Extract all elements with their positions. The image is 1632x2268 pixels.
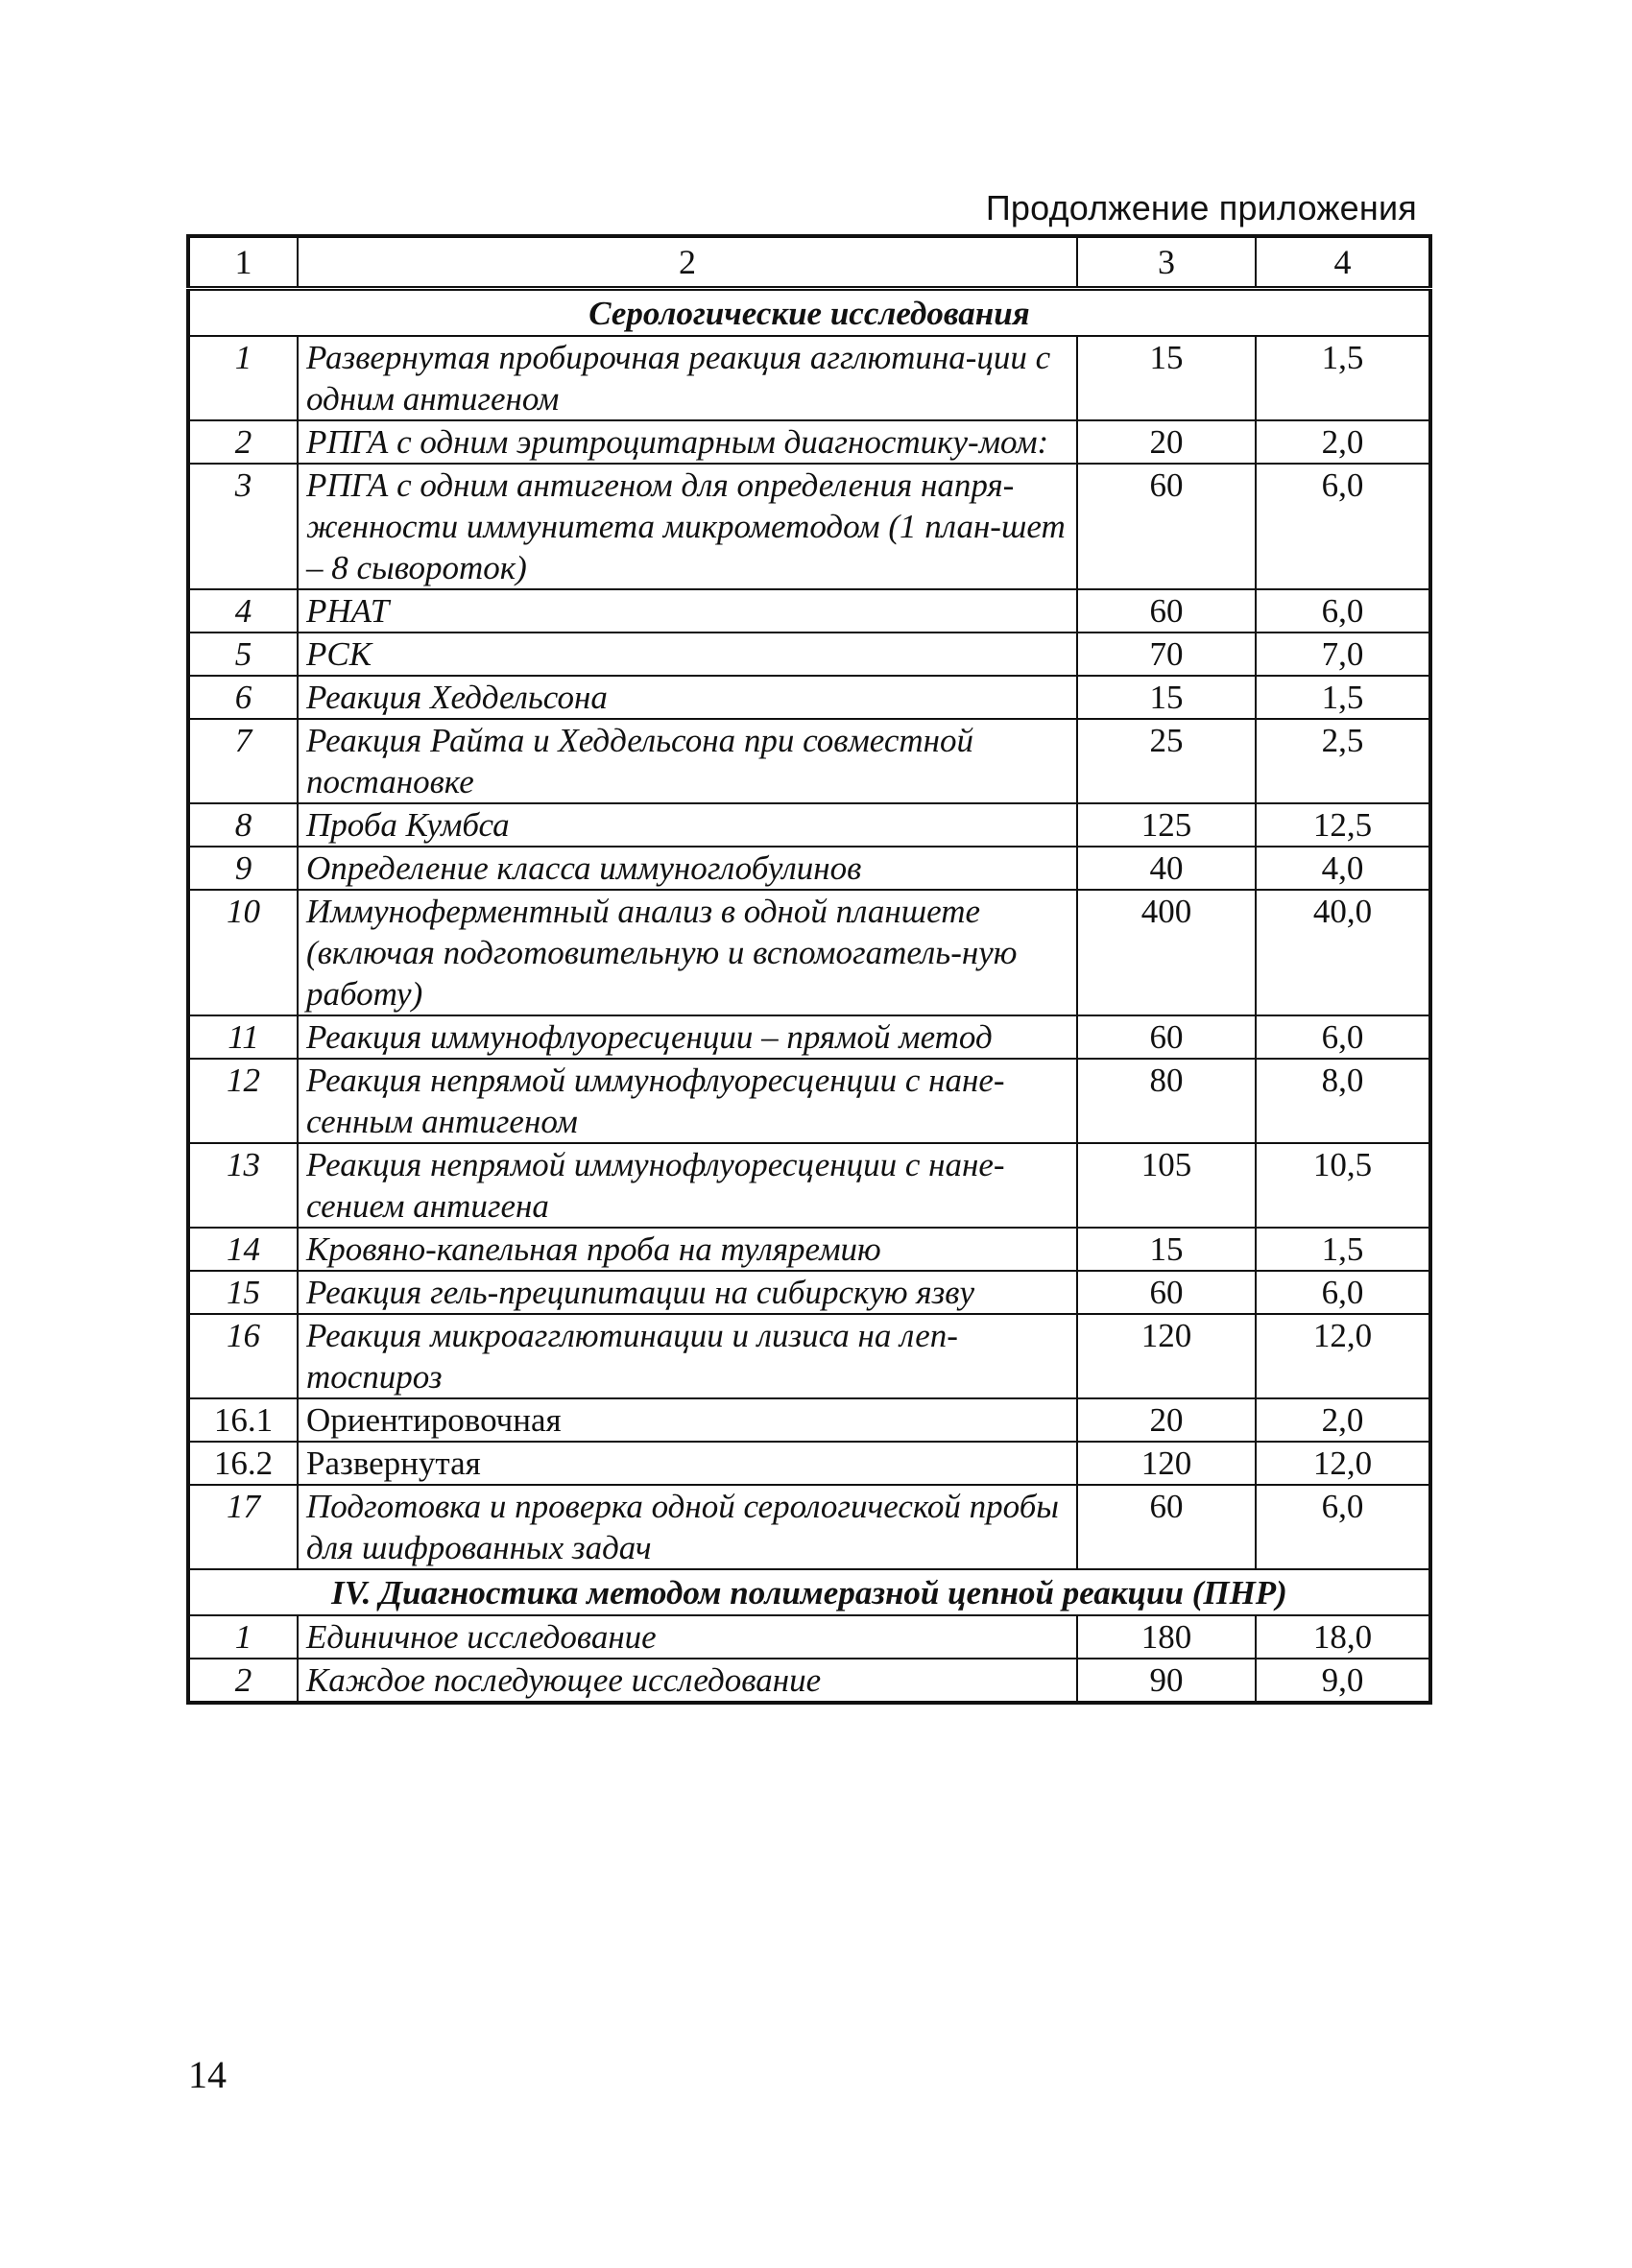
row-description: Развернутая xyxy=(298,1442,1077,1485)
row-description: Реакция непрямой иммунофлуоресценции с нане-сенным антигеном xyxy=(298,1059,1077,1143)
row-value-col3: 60 xyxy=(1077,1015,1256,1059)
row-value-col3: 60 xyxy=(1077,589,1256,633)
row-number: 3 xyxy=(188,464,298,589)
row-value-col3: 70 xyxy=(1077,633,1256,676)
row-number: 12 xyxy=(188,1059,298,1143)
row-value-col4: 6,0 xyxy=(1256,1271,1430,1314)
column-header: 2 xyxy=(298,236,1077,289)
row-number: 16 xyxy=(188,1314,298,1398)
page-number: 14 xyxy=(188,2053,227,2096)
row-number: 9 xyxy=(188,847,298,890)
row-value-col4: 40,0 xyxy=(1256,890,1430,1015)
row-number: 6 xyxy=(188,676,298,719)
row-value-col4: 4,0 xyxy=(1256,847,1430,890)
row-value-col4: 12,5 xyxy=(1256,803,1430,847)
row-value-col4: 6,0 xyxy=(1256,1485,1430,1569)
row-number: 17 xyxy=(188,1485,298,1569)
table-row xyxy=(188,589,1430,633)
row-number: 2 xyxy=(188,420,298,464)
row-description: РНАТ xyxy=(298,589,1077,633)
row-value-col4: 10,5 xyxy=(1256,1143,1430,1228)
column-header-row xyxy=(188,236,1430,289)
table-row xyxy=(188,633,1430,676)
row-value-col3: 60 xyxy=(1077,1271,1256,1314)
table-row xyxy=(188,1659,1430,1703)
row-value-col3: 25 xyxy=(1077,719,1256,803)
row-value-col4: 6,0 xyxy=(1256,464,1430,589)
row-description: Каждое последующее исследование xyxy=(298,1659,1077,1703)
section-title: IV. Диагностика методом полимеразной цепной реакции (ПНР) xyxy=(188,1569,1430,1615)
section-header-row xyxy=(188,289,1430,337)
row-value-col4: 1,5 xyxy=(1256,1228,1430,1271)
row-value-col4: 18,0 xyxy=(1256,1615,1430,1659)
table-row xyxy=(188,803,1430,847)
row-description: РСК xyxy=(298,633,1077,676)
row-value-col3: 40 xyxy=(1077,847,1256,890)
row-description: Развернутая пробирочная реакция агглютина-ции с одним антигеном xyxy=(298,336,1077,420)
row-description: Подготовка и проверка одной серологической пробы для шифрованных задач xyxy=(298,1485,1077,1569)
row-value-col4: 1,5 xyxy=(1256,676,1430,719)
table-row xyxy=(188,890,1430,1015)
row-value-col4: 8,0 xyxy=(1256,1059,1430,1143)
column-header: 3 xyxy=(1077,236,1256,289)
row-value-col3: 125 xyxy=(1077,803,1256,847)
row-value-col3: 400 xyxy=(1077,890,1256,1015)
row-value-col3: 15 xyxy=(1077,676,1256,719)
row-value-col4: 9,0 xyxy=(1256,1659,1430,1703)
table-row xyxy=(188,1615,1430,1659)
section-title: Серологические исследования xyxy=(188,289,1430,337)
row-description: Проба Кумбса xyxy=(298,803,1077,847)
row-value-col4: 12,0 xyxy=(1256,1314,1430,1398)
row-value-col4: 2,5 xyxy=(1256,719,1430,803)
row-value-col3: 90 xyxy=(1077,1659,1256,1703)
column-header: 1 xyxy=(188,236,298,289)
row-number: 7 xyxy=(188,719,298,803)
row-number: 4 xyxy=(188,589,298,633)
row-description: Реакция микроагглютинации и лизиса на леп-тоспироз xyxy=(298,1314,1077,1398)
row-number: 14 xyxy=(188,1228,298,1271)
section-header-row xyxy=(188,1569,1430,1615)
row-number: 1 xyxy=(188,1615,298,1659)
row-value-col4: 12,0 xyxy=(1256,1442,1430,1485)
row-value-col3: 120 xyxy=(1077,1314,1256,1398)
row-value-col3: 15 xyxy=(1077,336,1256,420)
row-number: 11 xyxy=(188,1015,298,1059)
fee-table xyxy=(186,234,1432,1705)
row-value-col4: 2,0 xyxy=(1256,420,1430,464)
row-description: Реакция Райта и Хеддельсона при совместной постановке xyxy=(298,719,1077,803)
table-row xyxy=(188,847,1430,890)
table-row xyxy=(188,719,1430,803)
table-row xyxy=(188,676,1430,719)
table-row xyxy=(188,1271,1430,1314)
row-value-col3: 20 xyxy=(1077,420,1256,464)
row-value-col3: 20 xyxy=(1077,1398,1256,1442)
row-description: Реакция непрямой иммунофлуоресценции с нане-сением антигена xyxy=(298,1143,1077,1228)
table-row xyxy=(188,1143,1430,1228)
continuation-caption: Продолжение приложения xyxy=(985,188,1417,227)
row-number: 1 xyxy=(188,336,298,420)
table-row xyxy=(188,464,1430,589)
row-value-col4: 2,0 xyxy=(1256,1398,1430,1442)
table-row xyxy=(188,1398,1430,1442)
row-number: 8 xyxy=(188,803,298,847)
row-number: 5 xyxy=(188,633,298,676)
row-value-col3: 60 xyxy=(1077,1485,1256,1569)
row-description: Единичное исследование xyxy=(298,1615,1077,1659)
row-value-col4: 1,5 xyxy=(1256,336,1430,420)
column-header: 4 xyxy=(1256,236,1430,289)
row-description: Определение класса иммуноглобулинов xyxy=(298,847,1077,890)
row-value-col4: 6,0 xyxy=(1256,589,1430,633)
row-description: Кровяно-капельная проба на туляремию xyxy=(298,1228,1077,1271)
row-value-col4: 7,0 xyxy=(1256,633,1430,676)
row-number: 10 xyxy=(188,890,298,1015)
table-row xyxy=(188,420,1430,464)
row-description: Реакция гель-преципитации на сибирскую язву xyxy=(298,1271,1077,1314)
row-number: 13 xyxy=(188,1143,298,1228)
table-row xyxy=(188,1015,1430,1059)
row-number: 15 xyxy=(188,1271,298,1314)
row-number: 16.2 xyxy=(188,1442,298,1485)
table-row xyxy=(188,1442,1430,1485)
row-description: РПГА с одним эритроцитарным диагностику-мом: xyxy=(298,420,1077,464)
table-row xyxy=(188,1485,1430,1569)
table-row xyxy=(188,336,1430,420)
table-row xyxy=(188,1314,1430,1398)
row-value-col4: 6,0 xyxy=(1256,1015,1430,1059)
row-description: Реакция Хеддельсона xyxy=(298,676,1077,719)
row-value-col3: 80 xyxy=(1077,1059,1256,1143)
row-value-col3: 15 xyxy=(1077,1228,1256,1271)
table-row xyxy=(188,1059,1430,1143)
row-description: Иммуноферментный анализ в одной планшете (включая подготовительную и вспомогатель-ную работу) xyxy=(298,890,1077,1015)
row-value-col3: 120 xyxy=(1077,1442,1256,1485)
row-description: Реакция иммунофлуоресценции – прямой метод xyxy=(298,1015,1077,1059)
row-value-col3: 60 xyxy=(1077,464,1256,589)
row-number: 2 xyxy=(188,1659,298,1703)
row-description: РПГА с одним антигеном для определения напря-женности иммунитета микрометодом (1 план-шет – 8 сывороток) xyxy=(298,464,1077,589)
row-description: Ориентировочная xyxy=(298,1398,1077,1442)
row-value-col3: 105 xyxy=(1077,1143,1256,1228)
row-value-col3: 180 xyxy=(1077,1615,1256,1659)
table-row xyxy=(188,1228,1430,1271)
row-number: 16.1 xyxy=(188,1398,298,1442)
